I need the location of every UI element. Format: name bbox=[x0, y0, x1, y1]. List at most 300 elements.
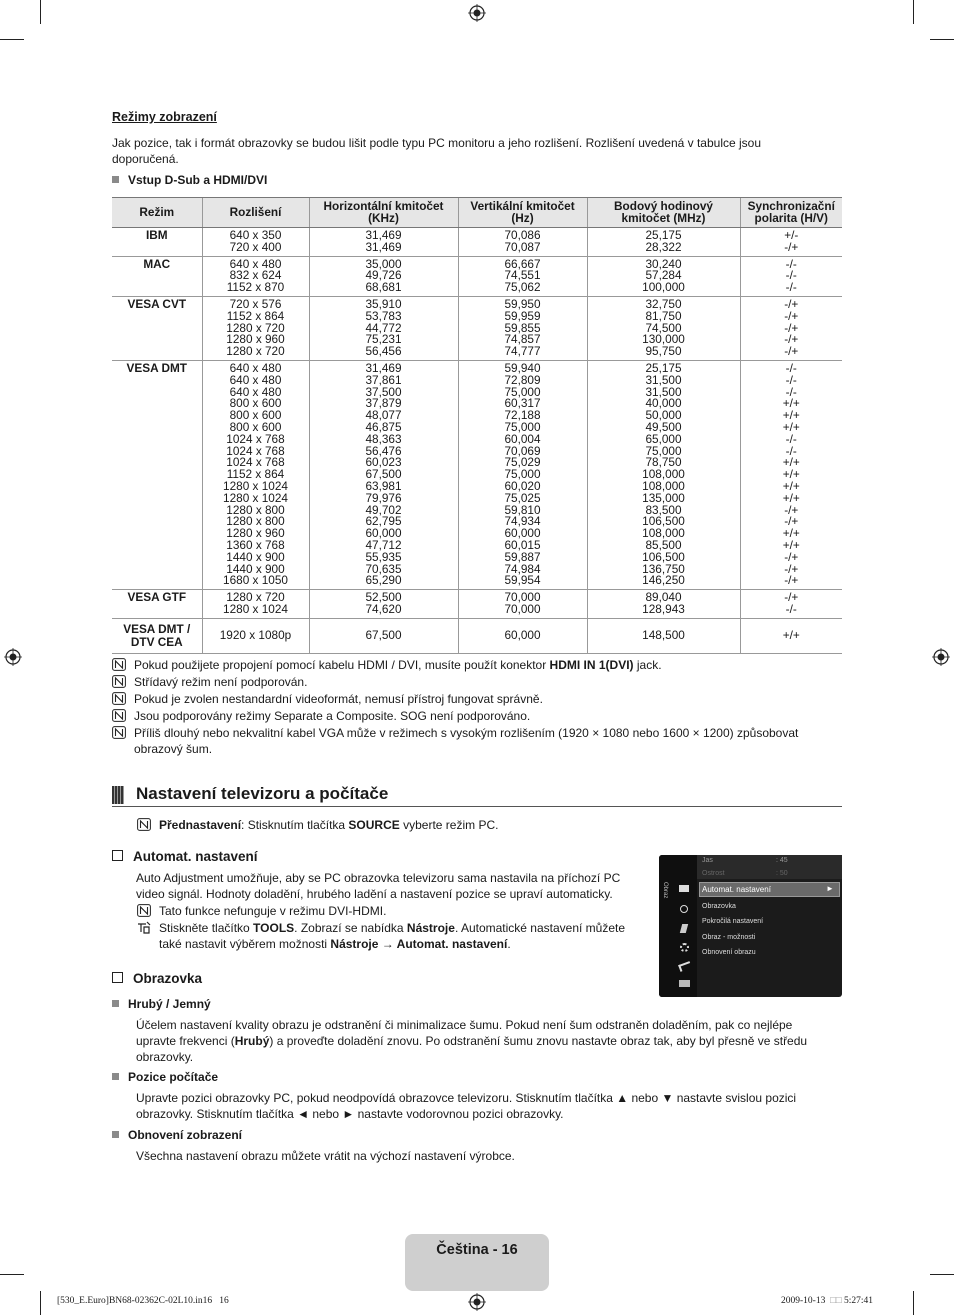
registration-mark-icon bbox=[932, 648, 950, 666]
osd-sidebar bbox=[659, 855, 697, 997]
crop-mark bbox=[0, 39, 24, 40]
cell-value: 55,935 bbox=[365, 549, 402, 564]
bullet-square-icon bbox=[112, 1000, 119, 1007]
input-label-text: Vstup D-Sub a HDMI/DVI bbox=[128, 173, 268, 187]
cell-value: 35,000 bbox=[365, 256, 402, 271]
osd-menu-item[interactable]: Obnovení obrazu bbox=[702, 949, 756, 956]
cell-value: 640 x 350 bbox=[229, 228, 282, 242]
cell-value: 70,000 bbox=[504, 601, 541, 616]
tools-text-part: . Automatické nastavení můžete také nastavit výběrem možnosti bbox=[159, 921, 626, 951]
cell-value: 52,500 bbox=[365, 590, 402, 605]
cell-value: 1024 x 768 bbox=[226, 431, 285, 446]
cell-value: 1280 x 720 bbox=[226, 590, 285, 605]
note-text-part: jack. bbox=[633, 658, 662, 672]
cell-value: 83,500 bbox=[645, 502, 682, 517]
cell-value: 74,777 bbox=[504, 344, 541, 359]
cell-value: 75,000 bbox=[504, 384, 541, 399]
cell-value: 74,551 bbox=[504, 268, 541, 283]
cell-value: +/+ bbox=[782, 408, 800, 423]
pixel-clock-cell bbox=[587, 618, 740, 653]
preset-text-part: vyberte režim PC. bbox=[399, 818, 499, 832]
cell-value: +/+ bbox=[782, 396, 800, 411]
table-row bbox=[112, 256, 842, 296]
cell-value: 640 x 480 bbox=[229, 360, 282, 375]
cell-value: 44,772 bbox=[365, 320, 402, 335]
pc-position-body: Upravte pozici obrazovky PC, pokud neodpovídá obrazovce televizoru. Stisknutím tlačítka ▲ nebo ▼ nastavte svislou pozici obrazovky. Stisknutím tlačítka ◄ nebo ► nastavte vodorovnou pozici obrazovky. bbox=[136, 1091, 797, 1121]
sound-icon bbox=[680, 905, 688, 913]
preset-note bbox=[137, 817, 498, 833]
cell-value: 59,855 bbox=[504, 320, 541, 335]
mode-cell: VESA DMT / DTV CEA bbox=[112, 618, 202, 653]
note-icon bbox=[112, 726, 126, 739]
tools-note bbox=[137, 920, 637, 952]
note-item bbox=[112, 708, 842, 724]
preset-bold: SOURCE bbox=[348, 818, 400, 832]
osd-side-label: Obraz bbox=[662, 882, 668, 899]
coarse-fine-title bbox=[112, 997, 211, 1011]
cell-value: 1680 x 1050 bbox=[223, 573, 288, 588]
cell-value: 1440 x 900 bbox=[226, 549, 285, 564]
cell-value: 31,500 bbox=[645, 384, 682, 399]
note-icon bbox=[137, 818, 151, 831]
cell-value: 59,810 bbox=[504, 502, 541, 517]
display-modes-table-wrap bbox=[112, 197, 842, 654]
cell-value: 70,087 bbox=[504, 239, 541, 254]
cell-value: 53,783 bbox=[365, 308, 402, 323]
cell-value: 1920 x 1080p bbox=[219, 627, 292, 642]
note-icon bbox=[112, 658, 126, 671]
cell-value: 1440 x 900 bbox=[226, 561, 285, 576]
horizontal-frequency-cell bbox=[309, 618, 458, 653]
footer-timestamp bbox=[781, 1296, 873, 1306]
cell-value: 70,086 bbox=[504, 228, 541, 242]
cell-value: +/+ bbox=[782, 478, 800, 493]
table-row bbox=[112, 360, 842, 589]
cell-value: 60,000 bbox=[365, 526, 402, 541]
resolution-cell bbox=[202, 618, 309, 653]
note-item bbox=[112, 725, 842, 757]
cell-value: 65,000 bbox=[645, 431, 682, 446]
sync-polarity-cell bbox=[740, 256, 842, 296]
preset-text-part: : Stisknutím tlačítka bbox=[241, 818, 349, 832]
table-row bbox=[112, 590, 842, 619]
cell-value: -/+ bbox=[784, 573, 799, 588]
resolution-cell bbox=[202, 296, 309, 360]
cell-value: 130,000 bbox=[642, 332, 685, 347]
cell-value: 65,290 bbox=[365, 573, 402, 588]
cell-value: 1024 x 768 bbox=[226, 443, 285, 458]
cell-value: 800 x 600 bbox=[229, 419, 282, 434]
tools-text-part: . Zobrazí se nabídka bbox=[294, 921, 407, 935]
cell-value: 60,004 bbox=[504, 431, 541, 446]
cell-value: -/+ bbox=[784, 308, 799, 323]
footer-date: 2009-10-13 bbox=[781, 1296, 826, 1306]
vertical-frequency-cell bbox=[458, 228, 587, 257]
pc-position-title bbox=[112, 1070, 218, 1084]
cell-value: +/+ bbox=[782, 537, 800, 552]
cell-value: -/+ bbox=[784, 332, 799, 347]
vertical-frequency-cell bbox=[458, 256, 587, 296]
coarse-fine-title-text: Hrubý / Jemný bbox=[128, 997, 211, 1011]
cell-value: 1280 x 1024 bbox=[223, 490, 288, 505]
cell-value: -/- bbox=[785, 601, 797, 616]
osd-menu-item[interactable]: Obraz - možnosti bbox=[702, 934, 756, 941]
osd-menu-item[interactable]: Automat. nastavení bbox=[702, 885, 771, 894]
cell-value: 89,040 bbox=[645, 590, 682, 605]
table-row bbox=[112, 228, 842, 257]
cell-value: -/+ bbox=[784, 344, 799, 359]
note-icon bbox=[112, 709, 126, 722]
arrow-right-icon: ► bbox=[826, 884, 834, 893]
crop-mark bbox=[913, 0, 914, 24]
pc-position-title-text: Pozice počítače bbox=[128, 1070, 219, 1084]
preset-bold: Přednastavení bbox=[159, 818, 242, 832]
osd-ostrost-label: Ostrost bbox=[702, 870, 725, 877]
bullet-square-icon bbox=[112, 176, 119, 183]
cell-value: 800 x 600 bbox=[229, 408, 282, 423]
osd-jas-label: Jas bbox=[702, 857, 713, 864]
cell-value: 40,000 bbox=[645, 396, 682, 411]
input-label bbox=[112, 173, 267, 187]
cell-value: 75,000 bbox=[504, 467, 541, 482]
vertical-frequency-cell bbox=[458, 590, 587, 619]
crop-mark bbox=[40, 0, 41, 24]
sync-polarity-cell bbox=[740, 618, 842, 653]
cell-value: -/- bbox=[785, 372, 797, 387]
header-resolution: Rozlišení bbox=[202, 198, 309, 228]
cell-value: 85,500 bbox=[645, 537, 682, 552]
cell-value: 1280 x 800 bbox=[226, 502, 285, 517]
cell-value: 75,029 bbox=[504, 455, 541, 470]
cell-value: 75,062 bbox=[504, 280, 541, 295]
cell-value: 1280 x 960 bbox=[226, 526, 285, 541]
crop-mark bbox=[40, 1291, 41, 1315]
osd-menu-screenshot bbox=[659, 855, 842, 997]
cell-value: 59,887 bbox=[504, 549, 541, 564]
cell-value: 1024 x 768 bbox=[226, 455, 285, 470]
cell-value: +/+ bbox=[782, 490, 800, 505]
cell-value: +/+ bbox=[782, 526, 800, 541]
osd-jas-value: : 45 bbox=[776, 857, 788, 864]
tools-bold: TOOLS bbox=[253, 921, 295, 935]
tools-icon bbox=[137, 921, 151, 934]
cell-value: 1152 x 864 bbox=[226, 308, 285, 323]
cell-value: 74,500 bbox=[645, 320, 682, 335]
table-row bbox=[112, 296, 842, 360]
cell-value: 66,667 bbox=[504, 256, 541, 271]
picture-icon bbox=[679, 885, 689, 892]
display-modes-table bbox=[112, 197, 842, 654]
cell-value: 128,943 bbox=[642, 601, 685, 616]
cell-value: 37,879 bbox=[365, 396, 402, 411]
cell-value: 106,500 bbox=[642, 514, 685, 529]
cell-value: -/+ bbox=[784, 502, 799, 517]
cell-value: 100,000 bbox=[642, 280, 685, 295]
auto-adjust-note bbox=[137, 903, 386, 919]
cell-value: 640 x 480 bbox=[229, 384, 282, 399]
resolution-cell bbox=[202, 256, 309, 296]
horizontal-frequency-cell bbox=[309, 360, 458, 589]
osd-ostrost-value: : 50 bbox=[776, 870, 788, 877]
cell-value: 832 x 624 bbox=[229, 268, 282, 283]
cell-value: 59,940 bbox=[504, 360, 541, 375]
notes-list bbox=[112, 657, 842, 757]
cell-value: -/- bbox=[785, 443, 797, 458]
crop-mark bbox=[913, 1291, 914, 1315]
cell-value: +/+ bbox=[782, 627, 800, 642]
mode-cell: IBM bbox=[112, 228, 202, 257]
horizontal-frequency-cell bbox=[309, 590, 458, 619]
cell-value: 108,000 bbox=[642, 478, 685, 493]
cell-value: 74,984 bbox=[504, 561, 541, 576]
note-item bbox=[112, 657, 842, 673]
cell-value: 62,795 bbox=[365, 514, 402, 529]
cell-value: 31,469 bbox=[365, 239, 402, 254]
cell-value: -/+ bbox=[784, 320, 799, 335]
cell-value: 67,500 bbox=[365, 627, 402, 642]
coarse-fine-bold: Hrubý bbox=[234, 1034, 270, 1048]
pixel-clock-cell bbox=[587, 360, 740, 589]
bullet-square-icon bbox=[112, 1073, 119, 1080]
cell-value: 59,954 bbox=[504, 573, 541, 588]
cell-value: +/- bbox=[784, 228, 799, 242]
screen-heading-text: Obrazovka bbox=[133, 971, 203, 986]
preset-text bbox=[159, 817, 498, 833]
note-icon bbox=[137, 904, 151, 917]
cell-value: 68,681 bbox=[365, 280, 402, 295]
cell-value: 37,500 bbox=[365, 384, 402, 399]
cell-value: 56,456 bbox=[365, 344, 402, 359]
cell-value: 60,317 bbox=[504, 396, 541, 411]
note-text bbox=[134, 657, 662, 673]
tools-text-part: Stiskněte tlačítko bbox=[159, 921, 254, 935]
osd-menu-item[interactable]: Obrazovka bbox=[702, 903, 736, 910]
image-reset-title-text: Obnovení zobrazení bbox=[128, 1128, 243, 1142]
cell-value: 1280 x 1024 bbox=[223, 601, 288, 616]
cell-value: 70,069 bbox=[504, 443, 541, 458]
header-mode: Režim bbox=[112, 198, 202, 228]
cell-value: 1280 x 960 bbox=[226, 332, 285, 347]
note-text: Jsou podporovány režimy Separate a Composite. SOG není podporováno. bbox=[134, 709, 531, 723]
cell-value: 35,910 bbox=[365, 296, 402, 311]
crop-mark bbox=[930, 1274, 954, 1275]
footer-file-info: [530_E.Euro]BN68-02362C-02L10.in16 16 bbox=[57, 1296, 229, 1306]
vertical-frequency-cell bbox=[458, 618, 587, 653]
tools-bold: Nástroje bbox=[406, 921, 455, 935]
coarse-fine-text-part: ) a proveďte doladění znovu. Po odstranění šumu znovu nastavte obraz tak, aby byl přesně ve středu obrazovky. bbox=[136, 1034, 808, 1064]
checkbox-square-icon bbox=[112, 972, 123, 983]
auto-adjust-note-text: Tato funkce nefunguje v režimu DVI-HDMI. bbox=[159, 904, 387, 918]
cell-value: 1152 x 864 bbox=[226, 467, 285, 482]
cell-value: 135,000 bbox=[642, 490, 685, 505]
cell-value: 74,620 bbox=[365, 601, 402, 616]
horizontal-frequency-cell bbox=[309, 256, 458, 296]
header-sync-polarity: Synchronizační polarita (H/V) bbox=[740, 198, 842, 228]
cell-value: 25,175 bbox=[645, 228, 682, 242]
cell-value: 720 x 400 bbox=[229, 239, 282, 254]
intro-paragraph: Jak pozice, tak i formát obrazovky se budou lišit podle typu PC monitoru a jeho rozlišení. Rozlišení uvedená v tabulce jsou doporučená. bbox=[112, 136, 762, 166]
horizontal-frequency-cell bbox=[309, 228, 458, 257]
registration-mark-icon bbox=[4, 648, 22, 666]
cell-value: 70,635 bbox=[365, 561, 402, 576]
cell-value: 47,712 bbox=[365, 537, 402, 552]
cell-value: 800 x 600 bbox=[229, 396, 282, 411]
coarse-fine-text-part: Účelem nastavení kvality obrazu je odstranění či minimalizace šumu. Pokud není šum odstraněn doladěním, pak co nejlépe upravte frekvenci ( bbox=[136, 1018, 793, 1048]
cell-value: 60,023 bbox=[365, 455, 402, 470]
pixel-clock-cell bbox=[587, 296, 740, 360]
cell-value: 25,175 bbox=[645, 360, 682, 375]
cell-value: 67,500 bbox=[365, 467, 402, 482]
sync-polarity-cell bbox=[740, 590, 842, 619]
mode-cell: VESA GTF bbox=[112, 590, 202, 619]
cell-value: -/- bbox=[785, 431, 797, 446]
cell-value: -/- bbox=[785, 384, 797, 399]
note-item bbox=[112, 691, 842, 707]
header-horizontal-frequency: Horizontální kmitočet (KHz) bbox=[309, 198, 458, 228]
vertical-frequency-cell bbox=[458, 296, 587, 360]
cell-value: 48,077 bbox=[365, 408, 402, 423]
cell-value: 56,476 bbox=[365, 443, 402, 458]
image-reset-body: Všechna nastavení obrazu můžete vrátit na výchozí nastavení výrobce. bbox=[136, 1149, 515, 1163]
cell-value: 60,000 bbox=[504, 627, 541, 642]
cell-value: 75,025 bbox=[504, 490, 541, 505]
main-heading-bar bbox=[112, 783, 842, 807]
header-vertical-frequency: Vertikální kmitočet (Hz) bbox=[458, 198, 587, 228]
cell-value: 37,861 bbox=[365, 372, 402, 387]
cell-value: +/+ bbox=[782, 467, 800, 482]
tools-text bbox=[159, 920, 637, 952]
cell-value: -/+ bbox=[784, 296, 799, 311]
auto-adjust-heading-text: Automat. nastavení bbox=[133, 849, 258, 864]
note-text-part: Pokud použijete propojení pomocí kabelu HDMI / DVI, musíte použít konektor bbox=[134, 658, 550, 672]
cell-value: 31,469 bbox=[365, 228, 402, 242]
cell-value: 720 x 576 bbox=[229, 296, 282, 311]
registration-mark-icon bbox=[468, 4, 486, 22]
registration-mark-icon bbox=[468, 1293, 486, 1311]
image-reset-title bbox=[112, 1128, 242, 1142]
cell-value: 78,750 bbox=[645, 455, 682, 470]
sync-polarity-cell bbox=[740, 360, 842, 589]
cell-value: -/- bbox=[785, 360, 797, 375]
coarse-fine-body bbox=[136, 1017, 826, 1065]
cell-value: 46,875 bbox=[365, 419, 402, 434]
pixel-clock-cell bbox=[587, 256, 740, 296]
cell-value: 136,750 bbox=[642, 561, 685, 576]
table-row bbox=[112, 618, 842, 653]
cell-value: 81,750 bbox=[645, 308, 682, 323]
cell-value: 1152 x 870 bbox=[226, 280, 285, 295]
cell-value: 60,000 bbox=[504, 526, 541, 541]
cell-value: 59,950 bbox=[504, 296, 541, 311]
cell-value: -/+ bbox=[784, 514, 799, 529]
cell-value: 49,702 bbox=[365, 502, 402, 517]
cell-value: 49,500 bbox=[645, 419, 682, 434]
cell-value: -/+ bbox=[784, 590, 799, 605]
screen-heading bbox=[112, 971, 202, 986]
tools-bold: Nástroje → Automat. nastavení bbox=[330, 937, 508, 951]
cell-value: 60,020 bbox=[504, 478, 541, 493]
cell-value: 148,500 bbox=[642, 627, 685, 642]
pixel-clock-cell bbox=[587, 228, 740, 257]
cell-value: 32,750 bbox=[645, 296, 682, 311]
cell-value: -/+ bbox=[784, 239, 799, 254]
cell-value: 49,726 bbox=[365, 268, 402, 283]
cell-value: 74,857 bbox=[504, 332, 541, 347]
auto-adjust-heading bbox=[112, 849, 258, 864]
sync-polarity-cell bbox=[740, 228, 842, 257]
main-heading: Nastavení televizoru a počítače bbox=[136, 784, 389, 803]
cell-value: 75,231 bbox=[365, 332, 402, 347]
cell-value: 1280 x 1024 bbox=[223, 478, 288, 493]
bullet-square-icon bbox=[112, 1131, 119, 1138]
footer-time: 5:27:41 bbox=[843, 1296, 873, 1306]
auto-adjust-body: Auto Adjustment umožňuje, aby se PC obrazovka televizoru sama nastavila na příchozí PC video signál. Hodnoty doladění, hrubého ladění a nastavení pozice se upraví automaticky. bbox=[136, 871, 621, 901]
pixel-clock-cell bbox=[587, 590, 740, 619]
mode-cell: VESA DMT bbox=[112, 360, 202, 589]
note-text: Příliš dlouhý nebo nekvalitní kabel VGA může v režimech s vysokým rozlišením (1920 × 1080 nebo 1600 × 1200) způsobovat obrazový šum. bbox=[134, 726, 799, 756]
cell-value: 60,015 bbox=[504, 537, 541, 552]
note-text: Střídavý režim není podporován. bbox=[134, 675, 308, 689]
cell-value: 108,000 bbox=[642, 526, 685, 541]
application-icon bbox=[679, 980, 690, 987]
cell-value: -/+ bbox=[784, 561, 799, 576]
cell-value: 59,959 bbox=[504, 308, 541, 323]
page-number: Čeština - 16 bbox=[436, 1242, 518, 1258]
note-item bbox=[112, 674, 842, 690]
cell-value: 31,500 bbox=[645, 372, 682, 387]
header-pixel-clock: Bodový hodinový kmitočet (MHz) bbox=[587, 198, 740, 228]
note-icon bbox=[112, 675, 126, 688]
note-icon bbox=[112, 692, 126, 705]
cell-value: 30,240 bbox=[645, 256, 682, 271]
cell-value: -/- bbox=[785, 280, 797, 295]
page-number-tab bbox=[405, 1234, 549, 1291]
cell-value: 31,469 bbox=[365, 360, 402, 375]
sync-polarity-cell bbox=[740, 296, 842, 360]
footer-time-glyphs: □□ bbox=[830, 1296, 842, 1306]
cell-value: -/+ bbox=[784, 549, 799, 564]
cell-value: 95,750 bbox=[645, 344, 682, 359]
cell-value: 640 x 480 bbox=[229, 372, 282, 387]
cell-value: 72,809 bbox=[504, 372, 541, 387]
cell-value: 1280 x 720 bbox=[226, 344, 285, 359]
cell-value: 106,500 bbox=[642, 549, 685, 564]
cell-value: 72,188 bbox=[504, 408, 541, 423]
cell-value: 48,363 bbox=[365, 431, 402, 446]
cell-value: 28,322 bbox=[645, 239, 682, 254]
crop-mark bbox=[930, 39, 954, 40]
checkbox-square-icon bbox=[112, 850, 123, 861]
resolution-cell bbox=[202, 590, 309, 619]
horizontal-frequency-cell bbox=[309, 296, 458, 360]
cell-value: -/- bbox=[785, 268, 797, 283]
mode-cell: VESA CVT bbox=[112, 296, 202, 360]
heading-marker-icon bbox=[112, 786, 124, 804]
cell-value: 640 x 480 bbox=[229, 256, 282, 271]
cell-value: 75,000 bbox=[504, 419, 541, 434]
cell-value: 63,981 bbox=[365, 478, 402, 493]
cell-value: 1280 x 720 bbox=[226, 320, 285, 335]
vertical-frequency-cell bbox=[458, 360, 587, 589]
resolution-cell bbox=[202, 228, 309, 257]
cell-value: 108,000 bbox=[642, 467, 685, 482]
cell-value: -/- bbox=[785, 256, 797, 271]
cell-value: 79,976 bbox=[365, 490, 402, 505]
note-text-bold: HDMI IN 1(DVI) bbox=[549, 658, 634, 672]
cell-value: 146,250 bbox=[642, 573, 685, 588]
osd-menu-item[interactable]: Pokročilá nastavení bbox=[702, 918, 764, 925]
cell-value: 70,000 bbox=[504, 590, 541, 605]
